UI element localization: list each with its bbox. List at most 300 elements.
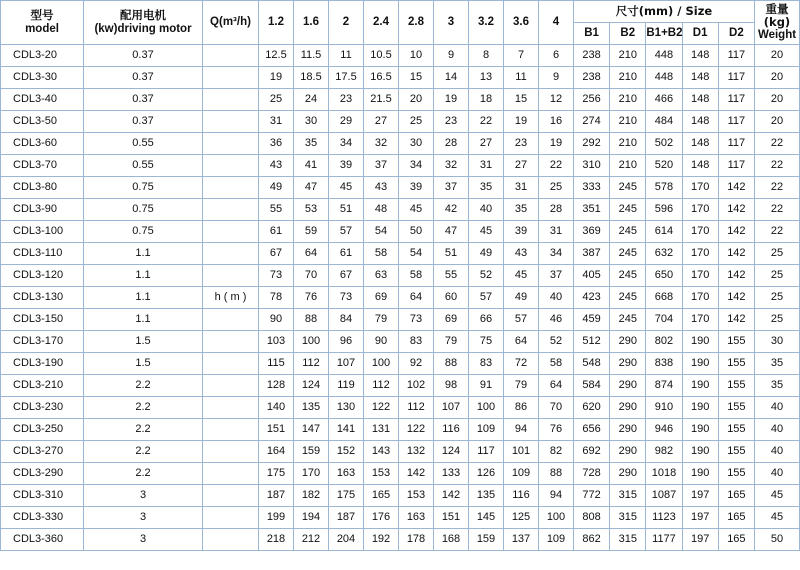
cell-motor-power: 0.37	[84, 111, 203, 133]
cell-weight: 40	[755, 441, 800, 463]
cell-b2: 315	[610, 529, 646, 551]
cell-weight: 25	[755, 309, 800, 331]
table-row	[1, 67, 800, 89]
cell-head: 153	[364, 463, 399, 485]
cell-head: 47	[294, 177, 329, 199]
cell-motor-power: 1.1	[84, 309, 203, 331]
cell-b1b2: 838	[646, 353, 682, 375]
cell-head: 88	[539, 463, 574, 485]
cell-b2: 245	[610, 243, 646, 265]
cell-head: 76	[294, 287, 329, 309]
cell-head: 168	[434, 529, 469, 551]
header-flow-4: 2.4	[364, 1, 399, 45]
cell-d2: 165	[718, 507, 754, 529]
cell-b1b2: 1123	[646, 507, 682, 529]
cell-head: 34	[329, 133, 364, 155]
cell-q-spacer	[203, 221, 259, 243]
cell-head: 79	[504, 375, 539, 397]
cell-head: 35	[504, 199, 539, 221]
cell-head: 37	[434, 177, 469, 199]
cell-head: 135	[469, 485, 504, 507]
cell-weight: 35	[755, 353, 800, 375]
cell-motor-power: 1.1	[84, 265, 203, 287]
cell-b2: 210	[610, 133, 646, 155]
cell-d1: 170	[682, 287, 718, 309]
cell-model: CDL3-90	[1, 199, 84, 221]
cell-q-spacer	[203, 463, 259, 485]
cell-q-spacer	[203, 177, 259, 199]
cell-q-spacer	[203, 529, 259, 551]
cell-head: 17.5	[329, 67, 364, 89]
cell-weight: 20	[755, 45, 800, 67]
cell-head: 23	[504, 133, 539, 155]
cell-head: 30	[294, 111, 329, 133]
header-flow-9: 4	[539, 1, 574, 45]
cell-b2: 290	[610, 419, 646, 441]
cell-head: 11.5	[294, 45, 329, 67]
header-model-cn: 型号	[30, 8, 54, 23]
cell-head: 109	[539, 529, 574, 551]
cell-weight: 40	[755, 397, 800, 419]
cell-motor-power: 0.75	[84, 199, 203, 221]
header-flow-5: 2.8	[399, 1, 434, 45]
cell-b1: 333	[574, 177, 610, 199]
cell-b1: 862	[574, 529, 610, 551]
cell-q-spacer	[203, 331, 259, 353]
table-row	[1, 529, 800, 551]
table-row	[1, 45, 800, 67]
cell-head: 86	[504, 397, 539, 419]
cell-head: 124	[294, 375, 329, 397]
cell-q-spacer	[203, 67, 259, 89]
cell-head: 19	[259, 67, 294, 89]
cell-b1: 238	[574, 67, 610, 89]
cell-weight: 22	[755, 199, 800, 221]
cell-head: 133	[434, 463, 469, 485]
cell-b1b2: 982	[646, 441, 682, 463]
cell-motor-power: 3	[84, 507, 203, 529]
cell-weight: 20	[755, 67, 800, 89]
header-dim-d2: D2	[718, 23, 754, 45]
cell-head: 159	[469, 529, 504, 551]
cell-head: 176	[364, 507, 399, 529]
header-row-1	[1, 1, 800, 23]
cell-q-spacer	[203, 45, 259, 67]
cell-head: 37	[539, 265, 574, 287]
table-row	[1, 463, 800, 485]
cell-head: 117	[469, 441, 504, 463]
cell-weight: 40	[755, 463, 800, 485]
cell-head: 31	[539, 221, 574, 243]
cell-head: 27	[504, 155, 539, 177]
cell-d1: 197	[682, 485, 718, 507]
cell-q-spacer	[203, 89, 259, 111]
header-motor-cn: 配用电机	[120, 8, 166, 23]
cell-head: 43	[504, 243, 539, 265]
cell-d2: 117	[718, 133, 754, 155]
cell-head: 45	[504, 265, 539, 287]
cell-d2: 165	[718, 529, 754, 551]
table-row	[1, 287, 800, 309]
cell-head: 91	[469, 375, 504, 397]
cell-head: 34	[539, 243, 574, 265]
cell-d2: 117	[718, 111, 754, 133]
table-row	[1, 155, 800, 177]
cell-head: 194	[294, 507, 329, 529]
cell-b1b2: 802	[646, 331, 682, 353]
table-row	[1, 331, 800, 353]
cell-head: 25	[539, 177, 574, 199]
cell-head: 79	[434, 331, 469, 353]
cell-head: 43	[364, 177, 399, 199]
cell-q-spacer	[203, 441, 259, 463]
cell-model: CDL3-290	[1, 463, 84, 485]
cell-head: 90	[364, 331, 399, 353]
cell-b1: 692	[574, 441, 610, 463]
cell-model: CDL3-80	[1, 177, 84, 199]
cell-head: 45	[329, 177, 364, 199]
cell-b2: 210	[610, 67, 646, 89]
cell-model: CDL3-30	[1, 67, 84, 89]
cell-b1: 238	[574, 45, 610, 67]
cell-head: 70	[539, 397, 574, 419]
table-row	[1, 133, 800, 155]
cell-weight: 40	[755, 419, 800, 441]
cell-head: 143	[364, 441, 399, 463]
cell-b1: 772	[574, 485, 610, 507]
cell-b2: 290	[610, 463, 646, 485]
cell-d1: 197	[682, 529, 718, 551]
table-row	[1, 441, 800, 463]
header-flow-q: Q(m³/h)	[203, 1, 259, 45]
cell-head: 12	[539, 89, 574, 111]
cell-d1: 148	[682, 89, 718, 111]
cell-head: 109	[469, 419, 504, 441]
cell-head: 8	[469, 45, 504, 67]
cell-head: 7	[504, 45, 539, 67]
cell-head: 64	[294, 243, 329, 265]
cell-b1b2: 596	[646, 199, 682, 221]
cell-head: 164	[259, 441, 294, 463]
cell-d1: 190	[682, 419, 718, 441]
cell-head: 88	[294, 309, 329, 331]
header-dim-b1b2: B1+B2	[646, 23, 682, 45]
cell-model: CDL3-170	[1, 331, 84, 353]
cell-head: 142	[399, 463, 434, 485]
cell-d2: 155	[718, 375, 754, 397]
cell-head: 58	[399, 265, 434, 287]
cell-b1b2: 668	[646, 287, 682, 309]
cell-head: 187	[329, 507, 364, 529]
cell-d1: 190	[682, 331, 718, 353]
cell-q-spacer	[203, 111, 259, 133]
cell-b1b2: 910	[646, 397, 682, 419]
cell-head: 73	[259, 265, 294, 287]
cell-d1: 148	[682, 111, 718, 133]
cell-b1b2: 502	[646, 133, 682, 155]
cell-motor-power: 3	[84, 529, 203, 551]
header-dim-b2: B2	[610, 23, 646, 45]
cell-b1b2: 520	[646, 155, 682, 177]
cell-model: CDL3-110	[1, 243, 84, 265]
cell-head: 124	[434, 441, 469, 463]
cell-head: 16	[539, 111, 574, 133]
cell-head: 49	[504, 287, 539, 309]
cell-head: 100	[469, 397, 504, 419]
cell-head: 40	[469, 199, 504, 221]
table-body	[1, 45, 800, 551]
cell-head: 25	[399, 111, 434, 133]
cell-head: 187	[259, 485, 294, 507]
cell-b1: 656	[574, 419, 610, 441]
cell-d2: 155	[718, 463, 754, 485]
cell-head: 28	[539, 199, 574, 221]
cell-head: 78	[259, 287, 294, 309]
cell-head: 19	[434, 89, 469, 111]
cell-weight: 22	[755, 177, 800, 199]
cell-b1: 292	[574, 133, 610, 155]
cell-q-spacer	[203, 375, 259, 397]
header-flow-3: 2	[329, 1, 364, 45]
table-row	[1, 309, 800, 331]
cell-d2: 142	[718, 287, 754, 309]
cell-head: 48	[364, 199, 399, 221]
cell-head: 10.5	[364, 45, 399, 67]
cell-b1: 310	[574, 155, 610, 177]
cell-q-spacer	[203, 309, 259, 331]
cell-model: CDL3-130	[1, 287, 84, 309]
cell-head: 112	[399, 397, 434, 419]
header-motor-en: (kw)driving motor	[94, 22, 192, 35]
cell-head: 43	[259, 155, 294, 177]
cell-head: 112	[364, 375, 399, 397]
cell-q-spacer	[203, 353, 259, 375]
cell-head: 32	[364, 133, 399, 155]
cell-b2: 245	[610, 199, 646, 221]
cell-b1: 274	[574, 111, 610, 133]
cell-b1b2: 1177	[646, 529, 682, 551]
cell-head: 69	[364, 287, 399, 309]
cell-head: 45	[469, 221, 504, 243]
cell-b1: 728	[574, 463, 610, 485]
cell-b1b2: 578	[646, 177, 682, 199]
cell-motor-power: 0.75	[84, 221, 203, 243]
header-flow-6: 3	[434, 1, 469, 45]
cell-head: 13	[469, 67, 504, 89]
cell-b2: 210	[610, 45, 646, 67]
cell-head: 24	[294, 89, 329, 111]
cell-head: 218	[259, 529, 294, 551]
table-row	[1, 375, 800, 397]
cell-head: 51	[329, 199, 364, 221]
cell-head: 57	[469, 287, 504, 309]
cell-motor-power: 0.55	[84, 155, 203, 177]
cell-head: 165	[364, 485, 399, 507]
cell-head: 73	[329, 287, 364, 309]
cell-motor-power: 0.37	[84, 67, 203, 89]
cell-head: 11	[504, 67, 539, 89]
cell-head: 83	[469, 353, 504, 375]
cell-b2: 315	[610, 507, 646, 529]
cell-head: 137	[504, 529, 539, 551]
cell-head: 20	[399, 89, 434, 111]
cell-head: 49	[259, 177, 294, 199]
cell-b1: 405	[574, 265, 610, 287]
table-row	[1, 111, 800, 133]
cell-d2: 117	[718, 155, 754, 177]
cell-head: 36	[259, 133, 294, 155]
cell-weight: 22	[755, 133, 800, 155]
cell-motor-power: 3	[84, 485, 203, 507]
cell-b1: 369	[574, 221, 610, 243]
cell-d1: 170	[682, 177, 718, 199]
cell-motor-power: 0.55	[84, 133, 203, 155]
cell-head: 22	[539, 155, 574, 177]
cell-head: 16.5	[364, 67, 399, 89]
cell-head: 101	[504, 441, 539, 463]
cell-head: 72	[504, 353, 539, 375]
cell-b1: 512	[574, 331, 610, 353]
cell-head: 32	[434, 155, 469, 177]
cell-b1: 256	[574, 89, 610, 111]
cell-b2: 210	[610, 89, 646, 111]
cell-b2: 245	[610, 177, 646, 199]
cell-head: 23	[329, 89, 364, 111]
table-row	[1, 419, 800, 441]
header-flow-1: 1.2	[259, 1, 294, 45]
cell-head: 145	[469, 507, 504, 529]
cell-head: 14	[434, 67, 469, 89]
cell-d2: 117	[718, 67, 754, 89]
cell-b2: 315	[610, 485, 646, 507]
cell-d2: 142	[718, 221, 754, 243]
cell-q-spacer	[203, 265, 259, 287]
cell-b1b2: 614	[646, 221, 682, 243]
cell-head: 103	[259, 331, 294, 353]
cell-head: 60	[434, 287, 469, 309]
cell-head: 153	[399, 485, 434, 507]
cell-head: 19	[504, 111, 539, 133]
cell-d1: 190	[682, 441, 718, 463]
cell-d2: 155	[718, 419, 754, 441]
cell-b1b2: 1087	[646, 485, 682, 507]
cell-head: 39	[504, 221, 539, 243]
cell-motor-power: 1.1	[84, 243, 203, 265]
cell-head: 18.5	[294, 67, 329, 89]
header-model-en: model	[25, 22, 59, 35]
cell-head: 31	[259, 111, 294, 133]
cell-head: 57	[504, 309, 539, 331]
cell-model: CDL3-60	[1, 133, 84, 155]
cell-weight: 30	[755, 331, 800, 353]
table-row	[1, 265, 800, 287]
cell-model: CDL3-310	[1, 485, 84, 507]
cell-d2: 117	[718, 89, 754, 111]
cell-head: 19	[539, 133, 574, 155]
cell-head: 75	[469, 331, 504, 353]
cell-q-spacer	[203, 507, 259, 529]
cell-head: 54	[364, 221, 399, 243]
cell-head: 151	[434, 507, 469, 529]
cell-head: 39	[399, 177, 434, 199]
cell-head: 34	[399, 155, 434, 177]
cell-head: 50	[399, 221, 434, 243]
cell-d1: 190	[682, 375, 718, 397]
cell-head: 49	[469, 243, 504, 265]
header-model	[1, 1, 84, 45]
cell-head: 47	[434, 221, 469, 243]
cell-weight: 25	[755, 243, 800, 265]
cell-head: 18	[469, 89, 504, 111]
cell-head: 204	[329, 529, 364, 551]
cell-d1: 148	[682, 155, 718, 177]
cell-d1: 190	[682, 353, 718, 375]
cell-head: 69	[434, 309, 469, 331]
cell-head: 22	[469, 111, 504, 133]
cell-head: 100	[294, 331, 329, 353]
cell-head: 122	[399, 419, 434, 441]
table-row	[1, 221, 800, 243]
cell-head: 21.5	[364, 89, 399, 111]
cell-head: 96	[329, 331, 364, 353]
cell-weight: 22	[755, 221, 800, 243]
cell-motor-power: 2.2	[84, 441, 203, 463]
cell-q-spacer	[203, 397, 259, 419]
table-row	[1, 353, 800, 375]
cell-model: CDL3-330	[1, 507, 84, 529]
cell-head: 79	[364, 309, 399, 331]
cell-head: 39	[329, 155, 364, 177]
cell-d2: 142	[718, 199, 754, 221]
cell-motor-power: 0.37	[84, 45, 203, 67]
cell-head: 128	[259, 375, 294, 397]
cell-head: 28	[434, 133, 469, 155]
cell-model: CDL3-120	[1, 265, 84, 287]
cell-head: 152	[329, 441, 364, 463]
cell-head: 130	[329, 397, 364, 419]
cell-d2: 155	[718, 353, 754, 375]
cell-head: 178	[399, 529, 434, 551]
cell-motor-power: 1.1	[84, 287, 203, 309]
cell-head: 11	[329, 45, 364, 67]
cell-head: 109	[504, 463, 539, 485]
header-weight-cn: 重量(kg)	[763, 1, 791, 29]
cell-d1: 148	[682, 133, 718, 155]
cell-b2: 290	[610, 441, 646, 463]
cell-head: 53	[294, 199, 329, 221]
cell-q-spacer	[203, 199, 259, 221]
cell-b1: 459	[574, 309, 610, 331]
cell-weight: 50	[755, 529, 800, 551]
table-row	[1, 507, 800, 529]
cell-b1b2: 946	[646, 419, 682, 441]
cell-weight: 45	[755, 507, 800, 529]
cell-weight: 20	[755, 89, 800, 111]
header-size-group: 尺寸(mm) / Size	[574, 1, 755, 23]
cell-b1b2: 1018	[646, 463, 682, 485]
header-flow-7: 3.2	[469, 1, 504, 45]
table-row	[1, 397, 800, 419]
cell-head: 199	[259, 507, 294, 529]
cell-motor-power: 1.5	[84, 331, 203, 353]
cell-q-spacer	[203, 419, 259, 441]
cell-d1: 197	[682, 507, 718, 529]
cell-head: 23	[434, 111, 469, 133]
cell-head: 35	[469, 177, 504, 199]
cell-head: 82	[539, 441, 574, 463]
cell-head: 131	[364, 419, 399, 441]
cell-head: 107	[329, 353, 364, 375]
